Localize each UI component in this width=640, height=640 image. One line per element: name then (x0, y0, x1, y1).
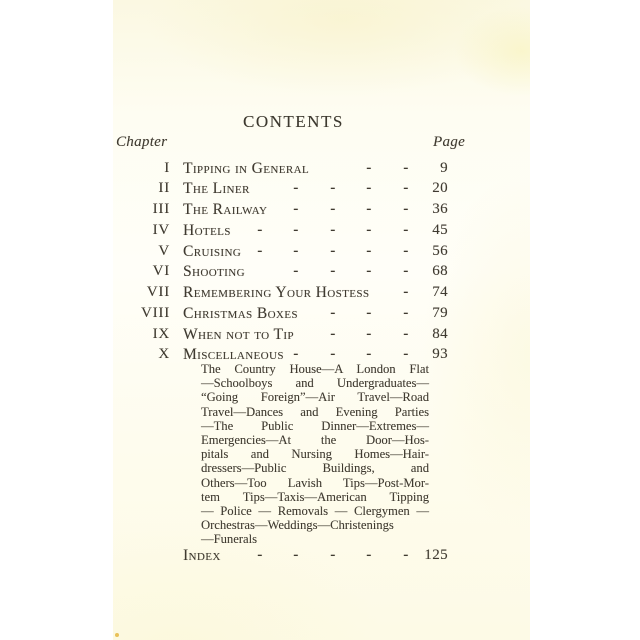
misc-line: Travel—Dances and Evening Parties (201, 404, 429, 419)
book-page (113, 0, 530, 640)
misc-line: —Funerals (201, 532, 257, 547)
page-number: 45 (432, 221, 448, 238)
toc-row (113, 220, 453, 241)
leader-dash: - (366, 304, 372, 321)
chapter-numeral: VIII (140, 304, 170, 321)
leader-dash: - (403, 242, 409, 259)
chapter-title: Shooting (183, 263, 245, 281)
leader-dash: - (403, 547, 409, 563)
page-number: 56 (432, 242, 448, 259)
leader-dash: - (366, 201, 372, 217)
toc-row (113, 158, 453, 179)
page-number: 74 (432, 284, 448, 300)
chapter-title: Cruising (183, 242, 242, 260)
chapter-numeral: V (158, 242, 170, 259)
leader-dash: - (293, 346, 299, 363)
leader-dash: - (330, 346, 336, 363)
chapter-title: Miscellaneous (183, 346, 284, 364)
leader-dash: - (330, 325, 336, 342)
leader-dash: - (403, 304, 409, 321)
index-row (113, 545, 453, 566)
leader-dash: - (330, 201, 336, 217)
leader-dash: - (293, 201, 299, 217)
toc-row (113, 324, 453, 345)
leader-dash: - (257, 221, 263, 238)
chapter-title: The Liner (183, 180, 250, 198)
contents-heading: CONTENTS (243, 112, 344, 131)
leader-dash: - (257, 547, 263, 563)
misc-line: tem Tips—Taxis—American Tipping (201, 489, 429, 504)
chapter-title: Christmas Boxes (183, 304, 298, 322)
leader-dash: - (330, 180, 336, 197)
leader-dash: - (293, 180, 299, 197)
page-number: 68 (432, 263, 448, 280)
chapter-column-label: Chapter (116, 134, 168, 150)
leader-dash: - (366, 159, 372, 176)
leader-dash: - (366, 242, 372, 259)
leader-dash: - (366, 180, 372, 197)
leader-dash: - (293, 547, 299, 563)
chapter-numeral: IV (152, 221, 170, 238)
misc-line: The Country House—A London Flat (201, 362, 429, 376)
misc-line: Others—Too Lavish Tips—Post-Mor- (201, 475, 429, 490)
leader-dash: - (366, 547, 372, 563)
leader-dash: - (366, 221, 372, 238)
misc-line: —The Public Dinner—Extremes— (201, 418, 429, 433)
miscellaneous-detail (201, 362, 429, 546)
toc-row (113, 199, 453, 220)
leader-dash: - (403, 201, 409, 217)
misc-line: dressers—Public Buildings, and (201, 461, 429, 476)
leader-dash: - (403, 221, 409, 238)
toc-row (113, 178, 453, 199)
chapter-title: The Railway (183, 201, 268, 218)
paper-speck (115, 633, 119, 637)
leader-dash: - (403, 263, 409, 280)
misc-line: Orchestras—Weddings—Christenings (201, 518, 394, 533)
chapter-numeral: II (158, 180, 170, 197)
chapter-numeral: IX (152, 325, 170, 342)
leader-dash: - (257, 242, 263, 259)
leader-dash: - (293, 263, 299, 280)
leader-dash: - (293, 221, 299, 238)
page-number: 125 (424, 547, 448, 563)
leader-dash: - (403, 325, 409, 342)
toc-row (113, 282, 453, 303)
chapter-numeral: X (158, 346, 170, 363)
chapter-numeral: VII (146, 284, 170, 300)
misc-line: “Going Foreign”—Air Travel—Road (201, 390, 429, 405)
chapter-title: Index (183, 547, 221, 564)
misc-line: pitals and Nursing Homes—Hair- (201, 447, 429, 462)
leader-dash: - (330, 547, 336, 563)
chapter-title: Hotels (183, 221, 231, 239)
page-number: 36 (432, 201, 448, 217)
page-number: 93 (432, 346, 448, 363)
page-number: 9 (440, 159, 448, 176)
toc-row (113, 261, 453, 282)
leader-dash: - (403, 346, 409, 363)
leader-dash: - (330, 242, 336, 259)
page-number: 79 (432, 304, 448, 321)
leader-dash: - (366, 263, 372, 280)
misc-line: — Police — Removals — Clergymen — (201, 503, 429, 518)
chapter-title: Tipping in General (183, 159, 310, 177)
leader-dash: - (403, 159, 409, 176)
leader-dash: - (330, 304, 336, 321)
misc-line: Emergencies—At the Door—Hos- (201, 432, 429, 447)
leader-dash: - (403, 180, 409, 197)
leader-dash: - (293, 242, 299, 259)
leader-dash: - (330, 263, 336, 280)
chapter-numeral: VI (152, 263, 170, 280)
misc-line: —Schoolboys and Undergraduates— (201, 376, 429, 391)
toc-row (113, 241, 453, 262)
leader-dash: - (366, 346, 372, 363)
chapter-numeral: I (164, 159, 170, 176)
chapter-title: Remembering Your Hostess (183, 284, 370, 301)
leader-dash: - (366, 325, 372, 342)
page-number: 20 (432, 180, 448, 197)
chapter-numeral: III (152, 201, 170, 217)
leader-dash: - (330, 221, 336, 238)
leader-dash: - (403, 284, 409, 300)
chapter-title: When not to Tip (183, 325, 294, 343)
toc-row (113, 303, 453, 324)
page-column-label: Page (433, 134, 466, 150)
page-number: 84 (432, 325, 448, 342)
